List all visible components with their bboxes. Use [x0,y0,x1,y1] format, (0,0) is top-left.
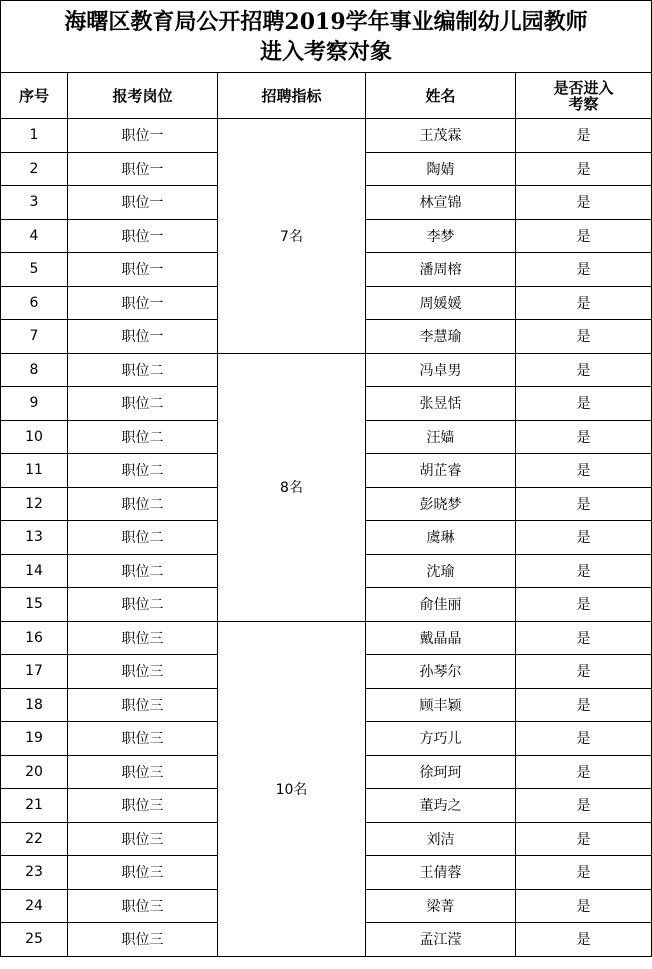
row-position: 职位三 [68,722,218,756]
row-no: 3 [1,186,68,220]
row-no: 17 [1,655,68,689]
header-inspect [516,73,652,119]
row-no: 10 [1,420,68,454]
row-no: 5 [1,253,68,287]
row-inspect: 是 [516,521,652,555]
row-name: 孟江滢 [366,923,516,957]
group-quota: 10名 [218,621,366,956]
row-no: 16 [1,621,68,655]
row-inspect: 是 [516,353,652,387]
row-no: 4 [1,219,68,253]
row-no: 9 [1,387,68,421]
row-inspect: 是 [516,554,652,588]
row-position: 职位一 [68,119,218,153]
row-no: 1 [1,119,68,153]
header-no: 序号 [1,73,68,119]
row-inspect: 是 [516,387,652,421]
row-inspect: 是 [516,856,652,890]
row-inspect: 是 [516,655,652,689]
row-position: 职位三 [68,621,218,655]
row-name: 彭晓梦 [366,487,516,521]
row-inspect: 是 [516,487,652,521]
row-inspect: 是 [516,923,652,957]
row-name: 董玙之 [366,789,516,823]
header-position: 报考岗位 [68,73,218,119]
row-inspect: 是 [516,286,652,320]
row-inspect: 是 [516,320,652,354]
row-name: 徐珂珂 [366,755,516,789]
row-inspect: 是 [516,755,652,789]
row-name: 李慧瑜 [366,320,516,354]
table-row [1,353,652,387]
row-name: 梁菁 [366,889,516,923]
row-no: 24 [1,889,68,923]
row-no: 15 [1,588,68,622]
row-name: 李梦 [366,219,516,253]
row-name: 方巧儿 [366,722,516,756]
row-position: 职位二 [68,521,218,555]
row-name: 戴晶晶 [366,621,516,655]
header-name: 姓名 [366,73,516,119]
row-no: 2 [1,152,68,186]
row-name: 冯卓男 [366,353,516,387]
row-no: 12 [1,487,68,521]
header-inspect-label: 是否进入考察 [553,78,614,113]
row-position: 职位二 [68,487,218,521]
row-inspect: 是 [516,454,652,488]
row-position: 职位三 [68,755,218,789]
row-name: 潘周榕 [366,253,516,287]
row-position: 职位三 [68,789,218,823]
row-position: 职位二 [68,387,218,421]
header-row [1,73,652,119]
row-position: 职位二 [68,353,218,387]
row-inspect: 是 [516,588,652,622]
row-position: 职位三 [68,889,218,923]
row-inspect: 是 [516,789,652,823]
row-inspect: 是 [516,119,652,153]
group-quota: 7名 [218,119,366,354]
row-position: 职位三 [68,655,218,689]
row-no: 22 [1,822,68,856]
row-inspect: 是 [516,889,652,923]
row-no: 6 [1,286,68,320]
row-name: 胡芷睿 [366,454,516,488]
row-position: 职位一 [68,286,218,320]
row-name: 王茂霖 [366,119,516,153]
row-inspect: 是 [516,722,652,756]
row-inspect: 是 [516,219,652,253]
row-no: 23 [1,856,68,890]
row-name: 张昱恬 [366,387,516,421]
row-position: 职位一 [68,253,218,287]
row-no: 19 [1,722,68,756]
row-inspect: 是 [516,420,652,454]
row-name: 王倩蓉 [366,856,516,890]
row-position: 职位三 [68,856,218,890]
row-no: 25 [1,923,68,957]
row-position: 职位一 [68,219,218,253]
row-name: 顾丰颖 [366,688,516,722]
table-row [1,119,652,153]
row-name: 沈瑜 [366,554,516,588]
row-position: 职位三 [68,688,218,722]
group-quota: 8名 [218,353,366,621]
row-no: 20 [1,755,68,789]
row-position: 职位二 [68,420,218,454]
table-row [1,621,652,655]
row-name: 虞琳 [366,521,516,555]
row-no: 11 [1,454,68,488]
title-line-1: 海曙区教育局公开招聘2019学年事业编制幼儿园教师 [64,8,588,35]
row-name: 周媛媛 [366,286,516,320]
row-inspect: 是 [516,688,652,722]
row-name: 汪嫱 [366,420,516,454]
table-title [1,1,652,73]
row-inspect: 是 [516,253,652,287]
row-position: 职位二 [68,454,218,488]
row-name: 林宣锦 [366,186,516,220]
row-position: 职位二 [68,588,218,622]
row-inspect: 是 [516,186,652,220]
title-line-2: 进入考察对象 [260,38,393,65]
row-name: 刘洁 [366,822,516,856]
row-position: 职位二 [68,554,218,588]
row-position: 职位一 [68,186,218,220]
row-no: 21 [1,789,68,823]
row-no: 7 [1,320,68,354]
row-name: 陶婧 [366,152,516,186]
row-inspect: 是 [516,621,652,655]
row-position: 职位三 [68,923,218,957]
row-inspect: 是 [516,152,652,186]
row-no: 18 [1,688,68,722]
row-no: 13 [1,521,68,555]
row-name: 孙琴尔 [366,655,516,689]
row-position: 职位一 [68,152,218,186]
row-position: 职位一 [68,320,218,354]
row-name: 俞佳丽 [366,588,516,622]
header-quota: 招聘指标 [218,73,366,119]
row-inspect: 是 [516,822,652,856]
row-no: 14 [1,554,68,588]
row-position: 职位三 [68,822,218,856]
row-no: 8 [1,353,68,387]
